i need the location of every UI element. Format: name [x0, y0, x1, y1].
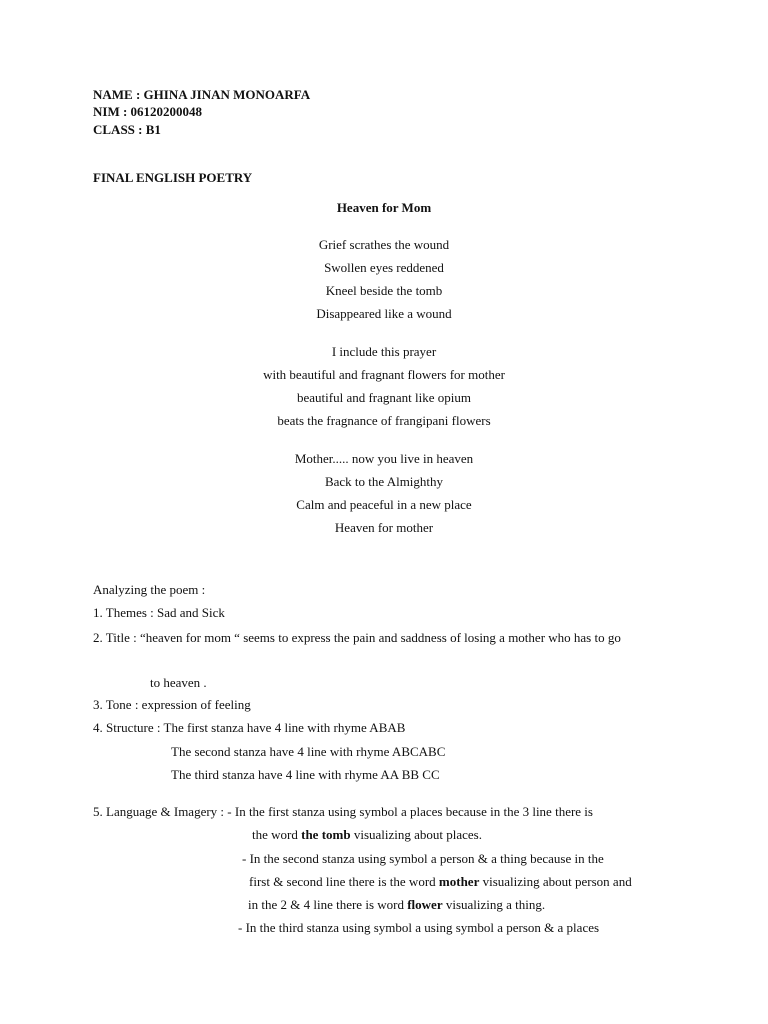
analysis-language-4-pre: first & second line there is the word: [249, 874, 439, 889]
analysis-language-3: - In the second stanza using symbol a person & a thing because in the: [242, 851, 604, 866]
poem-title: Heaven for Mom: [336, 200, 432, 215]
poem-line: beautiful and fragnant like opium: [296, 390, 471, 405]
analysis-structure-3: The third stanza have 4 line with rhyme AA BB CC: [171, 767, 440, 782]
analysis-title-line2: to heaven .: [150, 675, 207, 690]
poem-line: Swollen eyes reddened: [324, 260, 444, 275]
student-nim: NIM : 06120200048: [93, 104, 203, 119]
analysis-language-2-post: visualizing about places.: [350, 827, 482, 842]
poem-line: with beautiful and fragnant flowers for mother: [263, 367, 505, 382]
poem-line: Grief scrathes the wound: [318, 237, 450, 252]
analysis-structure-2: The second stanza have 4 line with rhyme ABCABC: [171, 744, 446, 759]
analysis-tone: 3. Tone : expression of feeling: [93, 697, 251, 712]
student-class: CLASS : B1: [93, 122, 161, 137]
poem-line: Mother..... now you live in heaven: [294, 451, 474, 466]
analysis-structure-1: 4. Structure : The first stanza have 4 line with rhyme ABAB: [93, 720, 406, 735]
analysis-language-2: [252, 827, 482, 843]
poem-line: Calm and peaceful in a new place: [296, 497, 472, 512]
analysis-language-6: - In the third stanza using symbol a using symbol a person & a places: [238, 920, 600, 935]
poem-line: beats the fragnance of frangipani flowers: [277, 413, 491, 428]
analysis-themes: 1. Themes : Sad and Sick: [93, 605, 225, 620]
analysis-language-2-pre: the word: [252, 827, 302, 842]
analysis-language-5-post: visualizing a thing.: [442, 897, 546, 912]
section-title: FINAL ENGLISH POETRY: [93, 170, 253, 185]
analysis-language-2-bold: the tomb: [301, 827, 351, 842]
analysis-language-1: 5. Language & Imagery : - In the first stanza using symbol a places because in the 3 line there is: [93, 804, 593, 819]
poem-line: I include this prayer: [331, 344, 437, 359]
student-name: NAME : GHINA JINAN MONOARFA: [93, 87, 311, 102]
analysis-title-line1: 2. Title : “heaven for mom “ seems to express the pain and saddness of losing a mother who has to go: [93, 630, 621, 645]
analysis-language-4-bold: mother: [438, 874, 480, 889]
poem-line: Kneel beside the tomb: [325, 283, 443, 298]
analysis-language-4-post: visualizing about person and: [479, 874, 632, 889]
poem-line: Back to the Almighthy: [324, 474, 444, 489]
poem-line: Heaven for mother: [334, 520, 434, 535]
analysis-heading: Analyzing the poem :: [93, 582, 206, 597]
analysis-language-5-pre: in the 2 & 4 line there is word: [248, 897, 408, 912]
poem-line: Disappeared like a wound: [316, 306, 452, 321]
analysis-language-4: [249, 874, 632, 890]
analysis-language-5-bold: flower: [407, 897, 443, 912]
analysis-language-5: [248, 897, 545, 913]
